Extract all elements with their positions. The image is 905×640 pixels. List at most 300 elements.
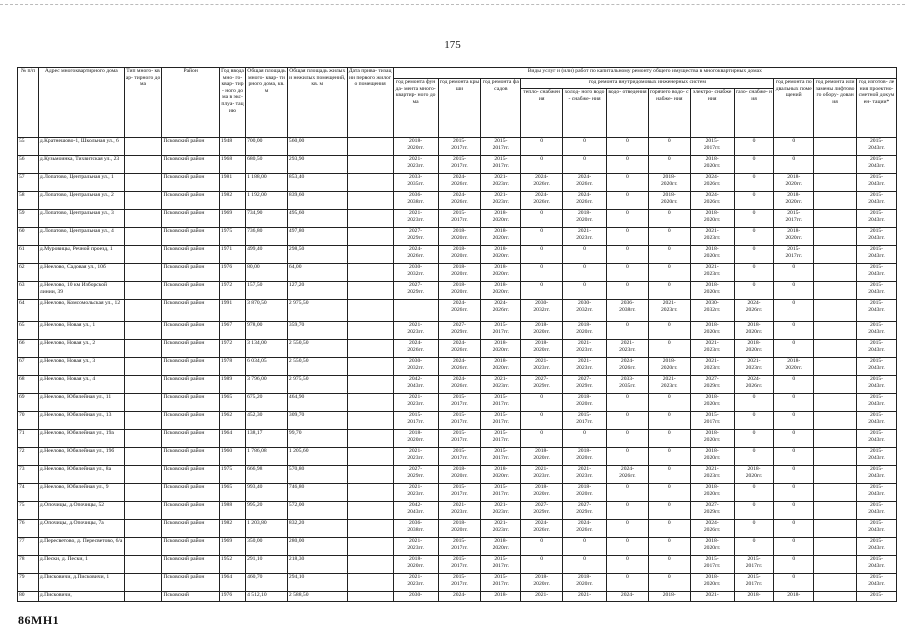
row-cold-water-years: 0	[563, 264, 607, 282]
row-living-area: 99,70	[287, 430, 347, 448]
row-heat-supply-years: 0	[521, 394, 563, 412]
row-foundation-years: 2042- 2043гг.	[393, 502, 438, 520]
row-number: 79	[18, 574, 39, 592]
row-hot-water-years: 0	[648, 282, 690, 300]
row-number: 75	[18, 502, 39, 520]
row-total-area: 4 512,10	[246, 592, 288, 602]
row-foundation-years: 2042- 2043гг.	[393, 376, 438, 394]
row-address: д.Неелово, Новая ул., 4	[38, 376, 124, 394]
row-foundation-years: 2021- 2023гг.	[393, 448, 438, 466]
row-facade-years: 2021- 2023гг.	[481, 376, 521, 394]
row-total-area: 1 188,00	[246, 174, 288, 192]
header-electricity: электро- снабжения	[690, 89, 734, 138]
row-heat-supply-years: 0	[521, 210, 563, 228]
row-privatization-date	[347, 174, 393, 192]
row-district: Псковский район	[162, 174, 220, 192]
row-hot-water-years: 0	[648, 538, 690, 556]
row-heat-supply-years: 0	[521, 156, 563, 174]
row-foundation-years: 2024- 2026гг.	[393, 246, 438, 264]
header-total-area: Общая площадь много- квар- тирного дома, кв. м	[246, 68, 288, 138]
row-basement-years: 0	[774, 430, 814, 448]
row-basement-years: 0	[774, 138, 814, 156]
row-electricity-years: 2018- 2020гг.	[690, 448, 734, 466]
row-total-area: 499,40	[246, 246, 288, 264]
row-type	[124, 430, 162, 448]
row-facade-years: 2015- 2017гг.	[481, 412, 521, 430]
header-gas-supply: газо- снабже- ния	[734, 89, 774, 138]
row-gas-supply-years: 0	[734, 138, 774, 156]
row-elevator-years	[814, 300, 857, 322]
row-number: 57	[18, 174, 39, 192]
row-cold-water-years: 2027- 2029гг.	[563, 502, 607, 520]
row-foundation-years: 2018- 2020гг.	[393, 556, 438, 574]
row-living-area: 2 588,50	[287, 592, 347, 602]
table-row	[18, 556, 897, 574]
row-address: д.Опочицы, д.Опочицы, 7а	[38, 520, 124, 538]
row-hot-water-years: 0	[648, 520, 690, 538]
row-total-area: 3 134,00	[246, 340, 288, 358]
table-row	[18, 228, 897, 246]
row-basement-years: 0	[774, 574, 814, 592]
row-electricity-years: 2021- 2023гг.	[690, 264, 734, 282]
row-gas-supply-years: 0	[734, 174, 774, 192]
table-row	[18, 246, 897, 264]
row-address: д.Пересветово, д. Пересветово, 6/а	[38, 538, 124, 556]
footer-code: 86МН1	[18, 613, 60, 627]
row-elevator-years	[814, 156, 857, 174]
row-living-area: 2 975,50	[287, 376, 347, 394]
row-address: д.Лопатово, Центральная ул., 4	[38, 228, 124, 246]
row-heat-supply-years: 2018- 2020гг.	[521, 484, 563, 502]
row-electricity-years: 2024- 2026гг.	[690, 520, 734, 538]
row-electricity-years: 2021-	[690, 592, 734, 602]
row-electricity-years: 2018- 2020гг.	[690, 282, 734, 300]
row-type	[124, 282, 162, 300]
row-hot-water-years: 0	[648, 340, 690, 358]
row-docs-years: 2015- 2043гг.	[857, 484, 897, 502]
row-facade-years: 2015- 2017гг.	[481, 484, 521, 502]
row-heat-supply-years: 2024- 2026гг.	[521, 520, 563, 538]
row-cold-water-years: 2021- 2023гг.	[563, 228, 607, 246]
row-privatization-date	[347, 264, 393, 282]
row-docs-years: 2015- 2043гг.	[857, 138, 897, 156]
row-total-area: 680,50	[246, 156, 288, 174]
capital-repair-table	[17, 67, 897, 602]
row-heat-supply-years: 2024- 2026гг.	[521, 192, 563, 210]
row-docs-years: 2015- 2043гг.	[857, 538, 897, 556]
row-hot-water-years: 2018- 2020гг.	[648, 174, 690, 192]
row-docs-years: 2015- 2043гг.	[857, 322, 897, 340]
row-sewerage-years: 0	[607, 556, 649, 574]
row-heat-supply-years: 0	[521, 138, 563, 156]
row-facade-years: 2021- 2023гг.	[481, 520, 521, 538]
row-sewerage-years: 2021- 2023гг.	[607, 340, 649, 358]
row-facade-years: 2015- 2017гг.	[481, 138, 521, 156]
row-total-area: 1 203,80	[246, 520, 288, 538]
row-sewerage-years: 2036- 2038гг.	[607, 300, 649, 322]
row-gas-supply-years: 0	[734, 412, 774, 430]
row-roof-years: 2015- 2017гг.	[438, 574, 481, 592]
row-docs-years: 2015- 2043гг.	[857, 192, 897, 210]
table-row	[18, 466, 897, 484]
row-cold-water-years: 2018- 2020гг.	[563, 394, 607, 412]
row-hot-water-years: 0	[648, 502, 690, 520]
row-sewerage-years: 0	[607, 412, 649, 430]
row-privatization-date	[347, 192, 393, 210]
row-year: 1975	[219, 228, 245, 246]
row-facade-years: 2015- 2017гг.	[481, 556, 521, 574]
row-type	[124, 574, 162, 592]
row-basement-years: 0	[774, 556, 814, 574]
row-year: 1952	[219, 556, 245, 574]
row-heat-supply-years: 2018- 2020гг.	[521, 340, 563, 358]
row-sewerage-years: 0	[607, 520, 649, 538]
header-basement: год ремонта подвальных помещений	[774, 79, 814, 138]
row-year: 1969	[219, 538, 245, 556]
row-number: 56	[18, 156, 39, 174]
row-total-area: 138,17	[246, 430, 288, 448]
row-year: 1976	[219, 592, 245, 602]
row-sewerage-years: 0	[607, 538, 649, 556]
row-privatization-date	[347, 394, 393, 412]
header-elevator: год ремонта или замены лифтового обору- дования	[814, 79, 857, 138]
row-docs-years: 2015- 2043гг.	[857, 448, 897, 466]
row-foundation-years: 2030- 2032гг.	[393, 264, 438, 282]
row-heat-supply-years: 2027- 2029гг.	[521, 502, 563, 520]
table-row	[18, 484, 897, 502]
row-district: Псковский район	[162, 466, 220, 484]
row-basement-years: 0	[774, 376, 814, 394]
row-gas-supply-years: 0	[734, 394, 774, 412]
row-facade-years: 2021- 2023гг.	[481, 174, 521, 192]
row-hot-water-years: 0	[648, 322, 690, 340]
row-type	[124, 358, 162, 376]
header-year: Год ввода мно- го- квар- тир- ного дома в экс- плуа- тацию	[219, 68, 245, 138]
row-facade-years: 2018- 2020гг.	[481, 538, 521, 556]
row-privatization-date	[347, 520, 393, 538]
row-total-area: 460,70	[246, 574, 288, 592]
row-gas-supply-years: 2024- 2026гг.	[734, 300, 774, 322]
row-type	[124, 264, 162, 282]
table-row	[18, 412, 897, 430]
row-foundation-years: 2015- 2017гг.	[393, 412, 438, 430]
row-roof-years: 2015- 2017гг.	[438, 448, 481, 466]
row-sewerage-years: 2024-	[607, 592, 649, 602]
row-year: 1969	[219, 210, 245, 228]
row-year: 1976	[219, 264, 245, 282]
row-number: 65	[18, 322, 39, 340]
row-type	[124, 556, 162, 574]
row-living-area: 570,80	[287, 466, 347, 484]
row-elevator-years	[814, 466, 857, 484]
row-facade-years: 2018- 2020гг.	[481, 210, 521, 228]
row-district: Псковский район	[162, 282, 220, 300]
table-row	[18, 192, 897, 210]
row-elevator-years	[814, 448, 857, 466]
row-privatization-date	[347, 592, 393, 602]
row-living-area: 839,60	[287, 192, 347, 210]
row-address: д.Опочицы, д.Опочицы, 52	[38, 502, 124, 520]
row-total-area: 6 034,05	[246, 358, 288, 376]
row-living-area: 280,00	[287, 538, 347, 556]
row-cold-water-years: 2021- 2023гг.	[563, 340, 607, 358]
row-roof-years: 2024- 2026гг.	[438, 376, 481, 394]
row-living-area: 359,70	[287, 322, 347, 340]
row-type	[124, 412, 162, 430]
row-address: д.Писковичи,	[38, 592, 124, 602]
row-foundation-years: 2021- 2023гг.	[393, 210, 438, 228]
row-roof-years: 2024-	[438, 592, 481, 602]
row-gas-supply-years: 2018- 2020гг.	[734, 322, 774, 340]
row-cold-water-years: 2024- 2026гг.	[563, 192, 607, 210]
row-elevator-years	[814, 340, 857, 358]
row-elevator-years	[814, 538, 857, 556]
table-row	[18, 520, 897, 538]
row-sewerage-years: 0	[607, 282, 649, 300]
row-address: д.Неелово, Юбилейная ул., 11	[38, 394, 124, 412]
row-cold-water-years: 2021- 2023гг.	[563, 466, 607, 484]
row-cold-water-years: 2015- 2017гг.	[563, 412, 607, 430]
row-district: Псковский район	[162, 556, 220, 574]
row-privatization-date	[347, 300, 393, 322]
row-living-area: 853,40	[287, 174, 347, 192]
row-elevator-years	[814, 574, 857, 592]
row-electricity-years: 2018- 2020гг.	[690, 484, 734, 502]
row-basement-years: 0	[774, 264, 814, 282]
header-facade: год ремонта фасадов	[481, 79, 521, 138]
row-electricity-years: 2021- 2023гг.	[690, 358, 734, 376]
row-elevator-years	[814, 358, 857, 376]
row-roof-years: 2024- 2026гг.	[438, 358, 481, 376]
row-cold-water-years: 2030- 2032гг.	[563, 300, 607, 322]
row-elevator-years	[814, 138, 857, 156]
row-electricity-years: 2018- 2020гг.	[690, 246, 734, 264]
row-type	[124, 592, 162, 602]
row-year: 1967	[219, 322, 245, 340]
row-number: 64	[18, 300, 39, 322]
row-privatization-date	[347, 466, 393, 484]
row-docs-years: 2015- 2043гг.	[857, 358, 897, 376]
row-district: Псковский район	[162, 484, 220, 502]
table-header	[18, 68, 897, 138]
row-year: 1948	[219, 138, 245, 156]
row-hot-water-years: 0	[648, 412, 690, 430]
row-address: д.Неелово, Садовая ул., 10б	[38, 264, 124, 282]
row-cold-water-years: 2027- 2029гг.	[563, 376, 607, 394]
row-total-area: 995,20	[246, 502, 288, 520]
row-docs-years: 2015- 2043гг.	[857, 466, 897, 484]
row-number: 60	[18, 228, 39, 246]
row-number: 72	[18, 448, 39, 466]
row-basement-years: 2018- 2020гг.	[774, 228, 814, 246]
row-elevator-years	[814, 412, 857, 430]
row-privatization-date	[347, 430, 393, 448]
row-hot-water-years: 0	[648, 394, 690, 412]
row-cold-water-years: 2021-	[563, 592, 607, 602]
row-basement-years: 0	[774, 322, 814, 340]
row-elevator-years	[814, 592, 857, 602]
row-district: Псковский район	[162, 448, 220, 466]
row-electricity-years: 2024- 2026гг.	[690, 174, 734, 192]
row-roof-years: 2018- 2020гг.	[438, 264, 481, 282]
row-docs-years: 2015- 2043гг.	[857, 502, 897, 520]
row-privatization-date	[347, 228, 393, 246]
row-basement-years: 0	[774, 282, 814, 300]
page-number: 175	[444, 39, 461, 51]
row-total-area: 291,10	[246, 556, 288, 574]
row-type	[124, 502, 162, 520]
row-number: 74	[18, 484, 39, 502]
row-total-area: 700,00	[246, 138, 288, 156]
row-address: д.Лопатово, Центральная ул., 2	[38, 192, 124, 210]
row-cold-water-years: 0	[563, 282, 607, 300]
row-address: д.Кузьмоинка, Тихвитская ул., 23	[38, 156, 124, 174]
row-sewerage-years: 0	[607, 264, 649, 282]
row-elevator-years	[814, 394, 857, 412]
table-row	[18, 322, 897, 340]
row-year: 1972	[219, 282, 245, 300]
row-year: 1982	[219, 520, 245, 538]
row-address: д.Неелово, Юбилейная ул., 8а	[38, 466, 124, 484]
row-facade-years: 2024- 2026гг.	[481, 300, 521, 322]
row-district: Псковский район	[162, 358, 220, 376]
row-number: 67	[18, 358, 39, 376]
header-foundation: год ремонта фунда- мента много- квартир- ного дома	[393, 79, 438, 138]
row-type	[124, 228, 162, 246]
row-sewerage-years: 0	[607, 210, 649, 228]
row-total-area: 734,90	[246, 210, 288, 228]
row-hot-water-years: 2021- 2023гг.	[648, 376, 690, 394]
row-district: Псковский район	[162, 210, 220, 228]
row-elevator-years	[814, 228, 857, 246]
row-docs-years: 2015- 2043гг.	[857, 282, 897, 300]
header-roof: год ремонта крыши	[438, 79, 481, 138]
row-foundation-years: 2030-	[393, 592, 438, 602]
row-gas-supply-years: 2015- 2017гг.	[734, 574, 774, 592]
row-sewerage-years: 0	[607, 574, 649, 592]
table-row	[18, 358, 897, 376]
row-roof-years: 2018- 2020гг.	[438, 466, 481, 484]
row-roof-years: 2024- 2026гг.	[438, 192, 481, 210]
table-row	[18, 282, 897, 300]
row-docs-years: 2015- 2043гг.	[857, 376, 897, 394]
row-sewerage-years: 0	[607, 430, 649, 448]
row-district: Псковский район	[162, 394, 220, 412]
row-docs-years: 2015- 2043гг.	[857, 300, 897, 322]
row-hot-water-years: 2018- 2020гг.	[648, 358, 690, 376]
row-address: д.Неелово, Юбилейная ул., 19б	[38, 448, 124, 466]
row-cold-water-years: 2021- 2023гг.	[563, 358, 607, 376]
row-sewerage-years: 0	[607, 448, 649, 466]
row-sewerage-years: 0	[607, 156, 649, 174]
row-district: Псковский район	[162, 228, 220, 246]
row-basement-years: 0	[774, 466, 814, 484]
row-basement-years: 0	[774, 156, 814, 174]
row-living-area: 218,30	[287, 556, 347, 574]
row-heat-supply-years: 0	[521, 556, 563, 574]
row-address: д.Неелово, Новая ул., 3	[38, 358, 124, 376]
row-electricity-years: 2018- 2020гг.	[690, 322, 734, 340]
row-heat-supply-years: 0	[521, 538, 563, 556]
row-elevator-years	[814, 520, 857, 538]
row-type	[124, 174, 162, 192]
header-works-group: Виды услуг и (или) работ по капитальному ремонту общего имущества в многоквартирных домах	[393, 68, 896, 79]
table-body	[18, 138, 897, 602]
row-docs-years: 2015- 2043гг.	[857, 574, 897, 592]
row-number: 69	[18, 394, 39, 412]
row-number: 80	[18, 592, 39, 602]
row-address: д.Писковичи, д.Писковичи, 1	[38, 574, 124, 592]
row-foundation-years: 2036- 2038гг.	[393, 520, 438, 538]
row-cold-water-years: 2018- 2020гг.	[563, 210, 607, 228]
row-heat-supply-years: 2027- 2029гг.	[521, 376, 563, 394]
row-facade-years: 2018-	[481, 592, 521, 602]
row-year: 1971	[219, 246, 245, 264]
row-basement-years: 0	[774, 412, 814, 430]
row-hot-water-years: 0	[648, 246, 690, 264]
row-docs-years: 2015-	[857, 592, 897, 602]
row-docs-years: 2015- 2043гг.	[857, 394, 897, 412]
row-number: 73	[18, 466, 39, 484]
header-hot-water: горячего водо- снабже- ния	[648, 89, 690, 138]
row-year: 1962	[219, 412, 245, 430]
row-cold-water-years: 2024- 2026гг.	[563, 520, 607, 538]
row-privatization-date	[347, 448, 393, 466]
row-year: 1988	[219, 502, 245, 520]
row-foundation-years: 2021- 2023гг.	[393, 538, 438, 556]
table-row	[18, 394, 897, 412]
row-facade-years: 2018- 2020гг.	[481, 282, 521, 300]
row-district: Псковский район	[162, 520, 220, 538]
row-facade-years: 2018- 2020гг.	[481, 228, 521, 246]
row-type	[124, 466, 162, 484]
row-electricity-years: 2030- 2032гг.	[690, 300, 734, 322]
row-year: 1981	[219, 174, 245, 192]
row-foundation-years: 2021- 2023гг.	[393, 394, 438, 412]
row-total-area: 157,50	[246, 282, 288, 300]
row-basement-years: 2015- 2017гг.	[774, 210, 814, 228]
row-gas-supply-years: 0	[734, 282, 774, 300]
table-row	[18, 210, 897, 228]
row-gas-supply-years: 2018- 2020гг.	[734, 340, 774, 358]
row-sewerage-years: 0	[607, 228, 649, 246]
row-sewerage-years: 0	[607, 246, 649, 264]
row-district: Псковский район	[162, 412, 220, 430]
row-electricity-years: 2018- 2020гг.	[690, 156, 734, 174]
row-roof-years: 2018- 2020гг.	[438, 228, 481, 246]
row-facade-years: 2018- 2020гг.	[481, 246, 521, 264]
row-elevator-years	[814, 282, 857, 300]
row-district: Псковский район	[162, 246, 220, 264]
row-cold-water-years: 0	[563, 246, 607, 264]
row-roof-years: 2015- 2017гг.	[438, 138, 481, 156]
row-living-area: 1 205,60	[287, 448, 347, 466]
row-year: 1989	[219, 376, 245, 394]
row-hot-water-years: 0	[648, 228, 690, 246]
row-number: 61	[18, 246, 39, 264]
row-facade-years: 2018- 2020гг.	[481, 358, 521, 376]
table-row	[18, 502, 897, 520]
row-cold-water-years: 2024- 2026гг.	[563, 174, 607, 192]
row-gas-supply-years: 0	[734, 156, 774, 174]
row-elevator-years	[814, 484, 857, 502]
row-heat-supply-years: 2018- 2020гг.	[521, 322, 563, 340]
header-num: № п/п	[18, 68, 39, 138]
row-facade-years: 2015- 2017гг.	[481, 394, 521, 412]
row-cold-water-years: 0	[563, 156, 607, 174]
header-sewerage: водо- отведения	[607, 89, 649, 138]
row-year: 1972	[219, 340, 245, 358]
